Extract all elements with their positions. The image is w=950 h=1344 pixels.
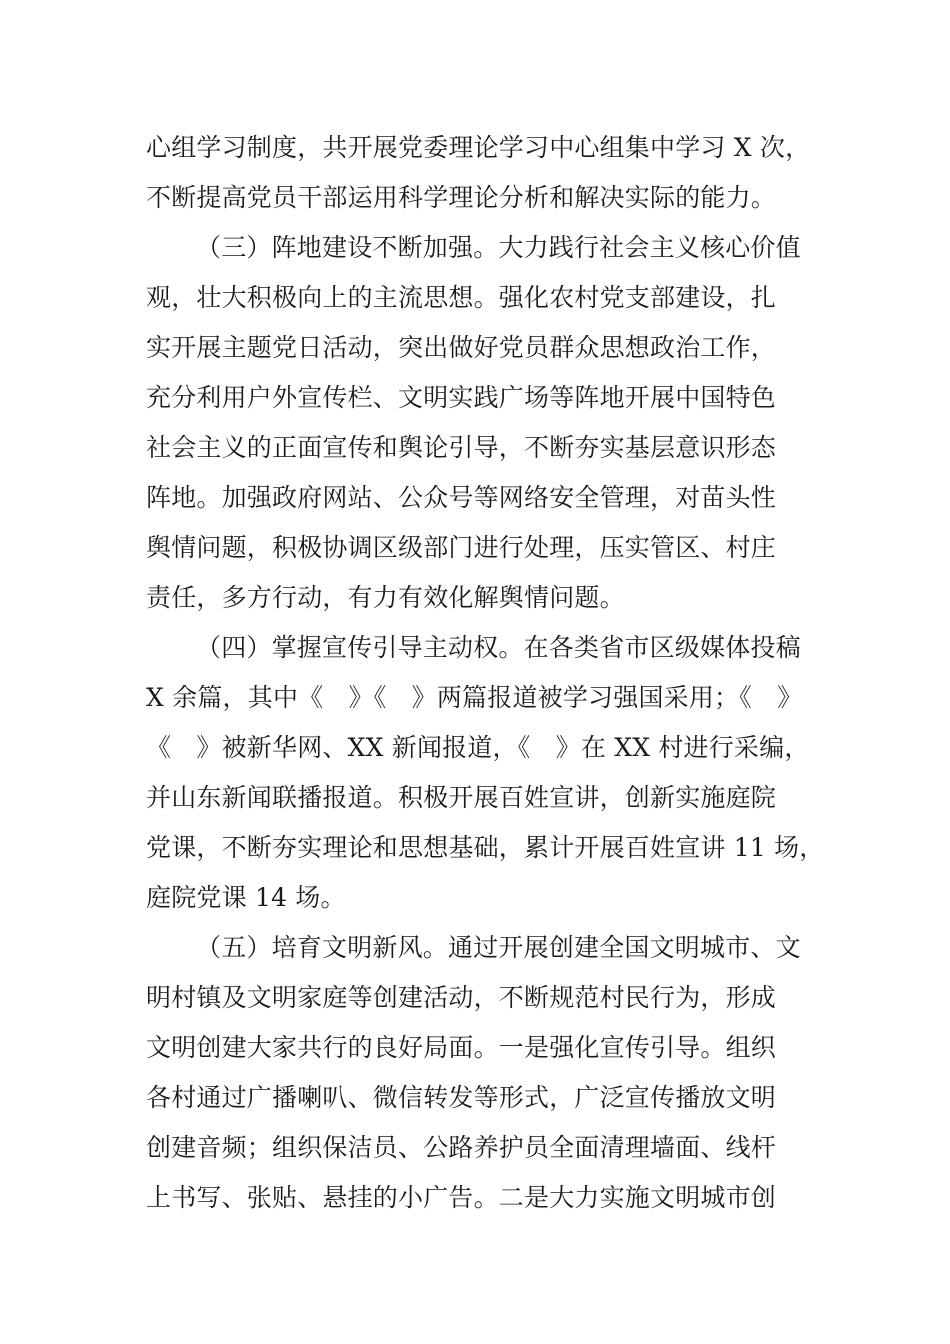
text-line: 责任，多方行动，有力有效化解舆情问题。	[146, 583, 625, 612]
text-line: 不断提高党员干部运用科学理论分析和解决实际的能力。	[146, 183, 777, 212]
paragraph-heading-4: （四）掌握宣传引导主动权。在各类省市区级媒体投稿	[196, 633, 801, 662]
text-line: 舆情问题，积极协调区级部门进行处理，压实管区、村庄	[146, 533, 777, 562]
text-line: 心组学习制度，共开展党委理论学习中心组集中学习 X 次，	[146, 133, 811, 162]
text-line: 党课，不断夯实理论和思想基础，累计开展百姓宣讲 11 场，	[146, 833, 825, 862]
text-line: 《 》被新华网、XX 新闻报道，《 》在 XX 村进行采编，	[146, 733, 810, 762]
text-line: 并山东新闻联播报道。积极开展百姓宣讲，创新实施庭院	[146, 783, 777, 812]
text-line: 文明创建大家共行的良好局面。一是强化宣传引导。组织	[146, 1033, 777, 1062]
text-line: X 余篇，其中《 》《 》两篇报道被学习强国采用；《 》	[146, 683, 803, 712]
paragraph-heading-5: （五）培育文明新风。通过开展创建全国文明城市、文	[196, 933, 801, 962]
text-line: 庭院党课 14 场。	[146, 883, 346, 912]
text-line: 阵地。加强政府网站、公众号等网络安全管理，对苗头性	[146, 483, 777, 512]
paragraph-heading-3: （三）阵地建设不断加强。大力践行社会主义核心价值	[196, 233, 801, 262]
text-line: 社会主义的正面宣传和舆论引导，不断夯实基层意识形态	[146, 433, 777, 462]
text-line: 创建音频；组织保洁员、公路养护员全面清理墙面、线杆	[146, 1133, 777, 1162]
text-line: 实开展主题党日活动，突出做好党员群众思想政治工作，	[146, 333, 777, 362]
text-line: 各村通过广播喇叭、微信转发等形式，广泛宣传播放文明	[146, 1083, 777, 1112]
text-line: 上书写、张贴、悬挂的小广告。二是大力实施文明城市创	[146, 1183, 777, 1212]
text-line: 明村镇及文明家庭等创建活动，不断规范村民行为，形成	[146, 983, 777, 1012]
text-line: 观，壮大积极向上的主流思想。强化农村党支部建设，扎	[146, 283, 777, 312]
text-line: 充分利用户外宣传栏、文明实践广场等阵地开展中国特色	[146, 383, 777, 412]
